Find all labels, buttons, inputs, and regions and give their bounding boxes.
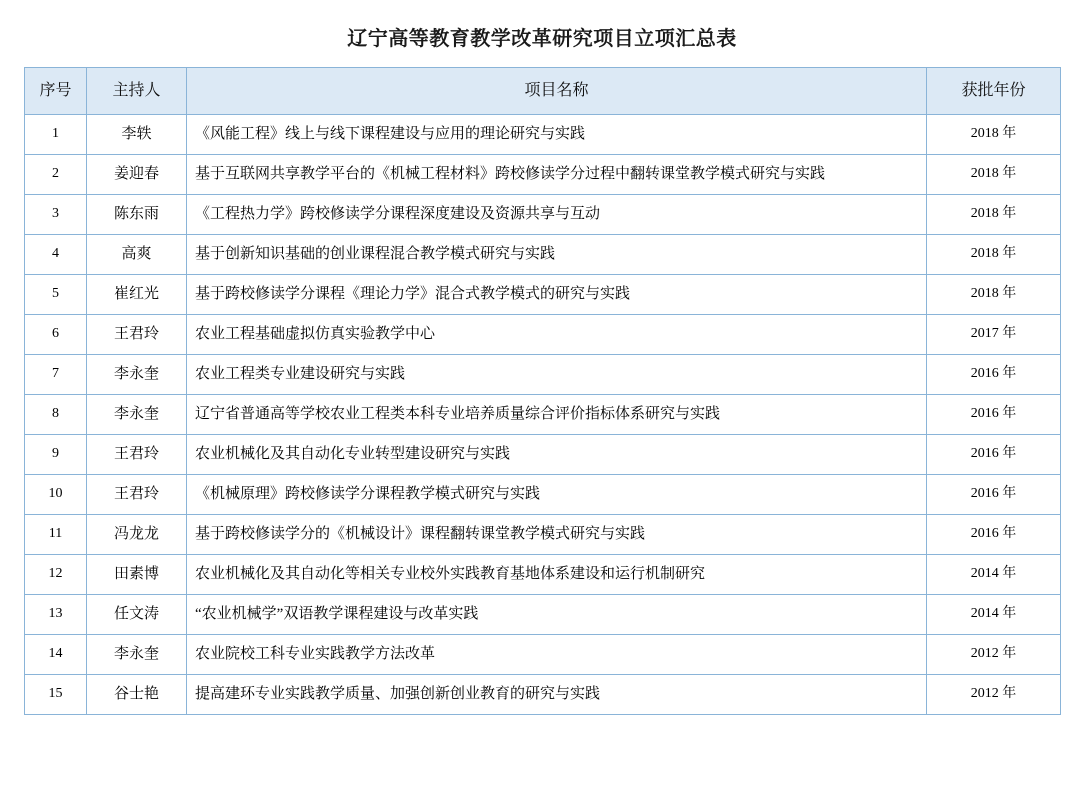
cell-host: 王君玲 — [87, 435, 187, 475]
column-header-seq: 序号 — [25, 68, 87, 115]
table-row — [25, 595, 1061, 635]
cell-seq: 6 — [25, 315, 87, 355]
cell-project-name: 《风能工程》线上与线下课程建设与应用的理论研究与实践 — [187, 115, 927, 155]
cell-project-name: 《工程热力学》跨校修读学分课程深度建设及资源共享与互动 — [187, 195, 927, 235]
cell-host: 李轶 — [87, 115, 187, 155]
cell-host: 王君玲 — [87, 315, 187, 355]
cell-year: 2016 年 — [927, 515, 1061, 555]
cell-seq: 4 — [25, 235, 87, 275]
cell-project-name: 基于创新知识基础的创业课程混合教学模式研究与实践 — [187, 235, 927, 275]
table-row — [25, 195, 1061, 235]
cell-year: 2016 年 — [927, 475, 1061, 515]
cell-host: 任文涛 — [87, 595, 187, 635]
table-row — [25, 395, 1061, 435]
cell-year: 2012 年 — [927, 675, 1061, 715]
cell-project-name: “农业机械学”双语教学课程建设与改革实践 — [187, 595, 927, 635]
cell-project-name: 基于跨校修读学分的《机械设计》课程翻转课堂教学模式研究与实践 — [187, 515, 927, 555]
cell-host: 田素博 — [87, 555, 187, 595]
cell-seq: 3 — [25, 195, 87, 235]
projects-table — [24, 67, 1061, 715]
cell-seq: 11 — [25, 515, 87, 555]
cell-host: 陈东雨 — [87, 195, 187, 235]
column-header-host: 主持人 — [87, 68, 187, 115]
cell-seq: 13 — [25, 595, 87, 635]
cell-year: 2018 年 — [927, 235, 1061, 275]
table-row — [25, 635, 1061, 675]
table-row — [25, 555, 1061, 595]
cell-host: 高爽 — [87, 235, 187, 275]
table-row — [25, 275, 1061, 315]
cell-seq: 2 — [25, 155, 87, 195]
table-header — [25, 68, 1061, 115]
cell-project-name: 农业工程基础虚拟仿真实验教学中心 — [187, 315, 927, 355]
table-row — [25, 475, 1061, 515]
table-header-row — [25, 68, 1061, 115]
cell-year: 2018 年 — [927, 195, 1061, 235]
table-row — [25, 435, 1061, 475]
cell-year: 2014 年 — [927, 555, 1061, 595]
cell-project-name: 辽宁省普通高等学校农业工程类本科专业培养质量综合评价指标体系研究与实践 — [187, 395, 927, 435]
cell-host: 李永奎 — [87, 395, 187, 435]
table-container — [0, 67, 1084, 715]
cell-year: 2018 年 — [927, 115, 1061, 155]
cell-seq: 8 — [25, 395, 87, 435]
cell-seq: 5 — [25, 275, 87, 315]
cell-seq: 7 — [25, 355, 87, 395]
cell-project-name: 基于跨校修读学分课程《理论力学》混合式教学模式的研究与实践 — [187, 275, 927, 315]
table-row — [25, 515, 1061, 555]
table-row — [25, 675, 1061, 715]
cell-year: 2017 年 — [927, 315, 1061, 355]
table-body — [25, 115, 1061, 715]
table-row — [25, 315, 1061, 355]
column-header-year: 获批年份 — [927, 68, 1061, 115]
cell-host: 冯龙龙 — [87, 515, 187, 555]
cell-seq: 15 — [25, 675, 87, 715]
cell-year: 2016 年 — [927, 355, 1061, 395]
table-row — [25, 235, 1061, 275]
cell-project-name: 农业机械化及其自动化等相关专业校外实践教育基地体系建设和运行机制研究 — [187, 555, 927, 595]
cell-seq: 12 — [25, 555, 87, 595]
cell-host: 谷士艳 — [87, 675, 187, 715]
page-title: 辽宁高等教育教学改革研究项目立项汇总表 — [347, 28, 737, 50]
cell-seq: 1 — [25, 115, 87, 155]
cell-year: 2012 年 — [927, 635, 1061, 675]
cell-host: 王君玲 — [87, 475, 187, 515]
column-header-project-name: 项目名称 — [187, 68, 927, 115]
cell-year: 2018 年 — [927, 155, 1061, 195]
cell-project-name: 《机械原理》跨校修读学分课程教学模式研究与实践 — [187, 475, 927, 515]
cell-host: 崔红光 — [87, 275, 187, 315]
cell-seq: 14 — [25, 635, 87, 675]
cell-year: 2014 年 — [927, 595, 1061, 635]
table-row — [25, 155, 1061, 195]
table-row — [25, 355, 1061, 395]
cell-project-name: 农业院校工科专业实践教学方法改革 — [187, 635, 927, 675]
cell-project-name: 提高建环专业实践教学质量、加强创新创业教育的研究与实践 — [187, 675, 927, 715]
cell-project-name: 农业工程类专业建设研究与实践 — [187, 355, 927, 395]
cell-project-name: 农业机械化及其自动化专业转型建设研究与实践 — [187, 435, 927, 475]
cell-host: 姜迎春 — [87, 155, 187, 195]
cell-host: 李永奎 — [87, 355, 187, 395]
cell-seq: 10 — [25, 475, 87, 515]
cell-seq: 9 — [25, 435, 87, 475]
cell-host: 李永奎 — [87, 635, 187, 675]
cell-project-name: 基于互联网共享教学平台的《机械工程材料》跨校修读学分过程中翻转课堂教学模式研究与实践 — [187, 155, 927, 195]
table-row — [25, 115, 1061, 155]
cell-year: 2018 年 — [927, 275, 1061, 315]
cell-year: 2016 年 — [927, 435, 1061, 475]
cell-year: 2016 年 — [927, 395, 1061, 435]
